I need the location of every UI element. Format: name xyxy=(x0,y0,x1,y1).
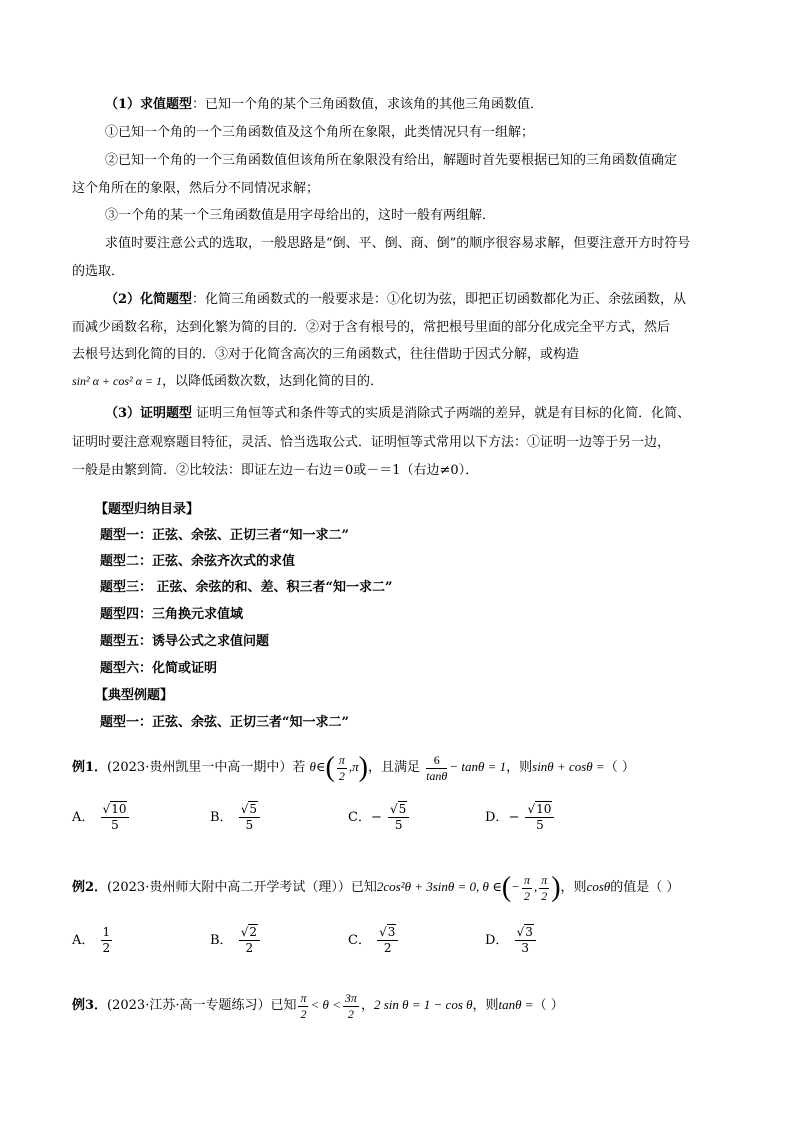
section-2-line-c: 去根号达到化简的目的．③对于化简含高次的三角函数式，往往借助于因式分解，或构造 xyxy=(72,347,580,362)
section-1-label: （1）求值题型 xyxy=(105,97,193,112)
section-2-line-a xyxy=(105,290,686,310)
catalog-item-5: 题型五：诱导公式之求值问题 xyxy=(100,634,270,649)
example-2-option-c[interactable]: C． $\frac{√3}{2}$ xyxy=(348,925,400,956)
example-2-option-d[interactable]: D． $\frac{√3}{3}$ xyxy=(485,925,538,956)
example-1-option-c[interactable]: C．− $\frac{√5}{5}$ xyxy=(348,802,411,833)
example-2-interval: (− $\frac{\pi}{2}$ , $\frac{\pi}{2}$ ) xyxy=(501,872,561,904)
example-1-condition: $\frac{6}{\tan\theta}$ − tanθ = 1 xyxy=(426,752,507,783)
section-1-item-2a: ②已知一个角的一个三角函数值但该角所在象限没有给出，解题时首先要根据已知的三角函数值确定 xyxy=(105,153,678,168)
sqrt-icon: √3 xyxy=(379,925,396,939)
sqrt-icon: √5 xyxy=(390,802,407,816)
section-1-note-a: 求值时要注意公式的选取，一般思路是“倒、平、倒、商、倒”的顺序很容易求解，但要注意开方时符号 xyxy=(105,236,691,251)
theta-in-interval: θ∈( $\frac{\pi}{2}$ ,π) xyxy=(309,752,368,784)
example-1-option-a[interactable]: A． $\frac{√10}{5}$ xyxy=(72,802,131,833)
section-2-label: （2）化简题型 xyxy=(105,292,193,307)
option-letter: D． xyxy=(485,933,509,948)
section-2-line-d xyxy=(72,371,383,392)
example-3-source: (2023·江苏·高一专题练习）已知 xyxy=(107,998,297,1013)
example-1-question xyxy=(72,752,635,784)
example-3-range: $\frac{\pi}{2}$ < θ < $\frac{3\pi}{2}$ xyxy=(300,990,357,1021)
section-1-item-3: ③一个角的某一个三角函数值是用字母给出的，这时一般有两组解． xyxy=(105,208,496,223)
section-3-line-c: 一般是由繁到简．②比较法：即证左边－右边＝0或－＝1（右边≠0）． xyxy=(72,463,479,478)
example-1-label: 例1． xyxy=(72,760,108,775)
section-1-line xyxy=(105,95,543,115)
example-3-condition: 2 sin θ = 1 − cos θ xyxy=(373,997,473,1012)
example-1-option-d[interactable]: D．− $\frac{√10}{5}$ xyxy=(485,802,556,833)
type-1-heading: 题型一：正弦、余弦、正切三者“知一求二” xyxy=(100,715,349,730)
section-2-line-b: 而减少函数名称，达到化繁为简的目的．②对于含有根号的，常把根号里面的部分化成完全平方式，然后 xyxy=(72,320,671,335)
example-3-question: 例3．(2023·江苏·高一专题练习）已知 $\frac{\pi}{2}$ < θ < $\frac{3\pi}{2}$ ，2 sin θ = 1 − cos θ，则tanθ =（ ） xyxy=(72,990,564,1021)
option-letter: B． xyxy=(210,810,233,825)
example-3-label: 例3． xyxy=(72,998,108,1013)
option-letter: C． xyxy=(348,810,371,825)
option-letter: D． xyxy=(485,810,509,825)
catalog-item-2: 题型二：正弦、余弦齐次式的求值 xyxy=(100,554,296,569)
example-2-label: 例2． xyxy=(72,880,108,895)
option-letter: A． xyxy=(72,810,95,825)
example-3-blank: （ ） xyxy=(533,998,564,1013)
option-letter: C． xyxy=(348,933,371,948)
sqrt-icon: √10 xyxy=(102,802,127,816)
example-1-cond-end: ，则 xyxy=(506,760,533,775)
section-3-line-b: 证明时要注意观察题目特征，灵活、恰当选取公式．证明恒等式常用以下方法：①证明一边等于另一边， xyxy=(72,435,671,450)
section-1-note-b: 的选取． xyxy=(72,264,125,279)
example-2-condition: 2cos²θ + 3sinθ = 0, θ ∈ xyxy=(376,879,502,894)
section-1-item-1: ①已知一个角的一个三角函数值及这个角所在象限，此类情况只有一组解； xyxy=(105,125,535,140)
sqrt-icon: √5 xyxy=(240,802,257,816)
example-2-ask-c: 的值是（ ） xyxy=(610,880,680,895)
option-letter: A． xyxy=(72,933,95,948)
example-3-ask-b: tanθ = xyxy=(498,997,534,1012)
catalog-heading: 【题型归纳目录】 xyxy=(95,502,200,517)
section-3-text-a: 证明三角恒等式和条件等式的实质是消除式子两端的差异，就是有目标的化简．化简、 xyxy=(192,406,691,421)
example-1-blank: （ ） xyxy=(604,760,635,775)
catalog-item-6: 题型六：化简或证明 xyxy=(100,661,218,676)
example-1-option-b[interactable]: B． $\frac{√5}{5}$ xyxy=(210,802,262,833)
pythagorean-identity-formula: sin² α + cos² α = 1 xyxy=(72,374,162,388)
section-2-text-d: ，以降低函数次数，达到化简的目的． xyxy=(162,374,384,389)
catalog-item-1: 题型一：正弦、余弦、正切三者“知一求二” xyxy=(100,528,349,543)
example-1-source: (2023·贵州凯里一中高一期中）若 xyxy=(107,760,306,775)
example-1-ask: sinθ + cosθ = xyxy=(532,759,605,774)
example-3-ask-a: ，则 xyxy=(472,998,499,1013)
section-2-text-a: ：化简三角函数式的一般要求是：①化切为弦，即把正切函数都化为正、余弦函数，从 xyxy=(192,292,687,307)
example-2-option-a[interactable]: A． $\frac{1}{2}$ xyxy=(72,925,111,955)
section-3-line-a xyxy=(105,404,690,424)
example-2-option-b[interactable]: B． $\frac{√2}{2}$ xyxy=(210,925,262,956)
sqrt-icon: √2 xyxy=(240,925,257,939)
example-1-cond-mid: ，且满足 xyxy=(367,760,420,775)
example-2-source: (2023·贵州师大附中高二开学考试（理））已知 xyxy=(107,880,377,895)
example-2-question xyxy=(72,872,679,904)
section-1-item-2b: 这个角所在的象限，然后分不同情况求解； xyxy=(72,181,320,196)
example-2-ask-b: cosθ xyxy=(586,879,611,894)
section-1-text: ：已知一个角的某个三角函数值，求该角的其他三角函数值． xyxy=(192,97,544,112)
examples-heading: 【典型例题】 xyxy=(95,688,174,703)
catalog-item-3: 题型三： 正弦、余弦的和、差、积三者“知一求二” xyxy=(100,580,393,595)
sqrt-icon: √3 xyxy=(516,925,533,939)
option-letter: B． xyxy=(210,933,233,948)
section-3-label: （3）证明题型 xyxy=(105,406,193,421)
catalog-item-4: 题型四：三角换元求值域 xyxy=(100,607,244,622)
example-2-ask-a: ，则 xyxy=(560,880,587,895)
sqrt-icon: √10 xyxy=(527,802,552,816)
